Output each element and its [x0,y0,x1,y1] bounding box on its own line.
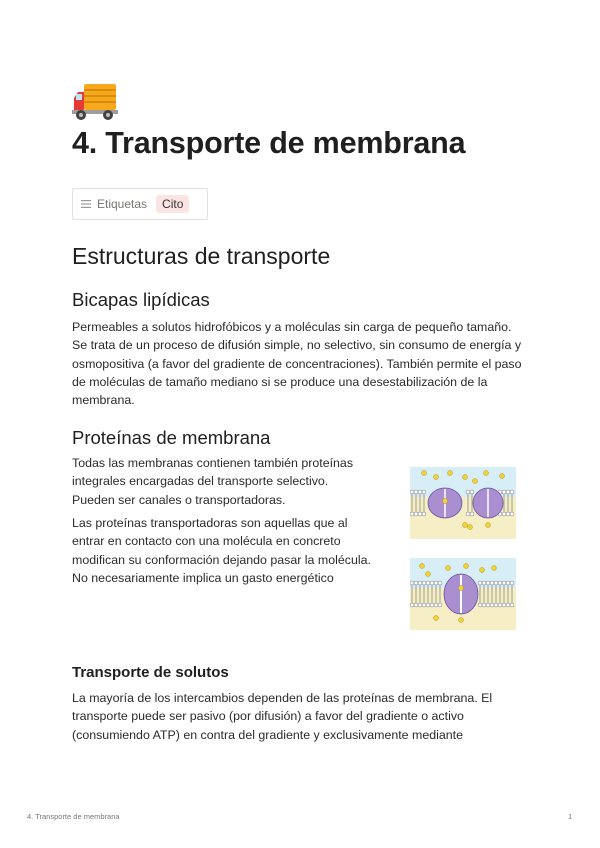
heading-bicapas: Bicapas lipídicas [72,289,210,310]
channel-protein-figure [410,558,516,630]
carrier-protein-figure [410,467,516,539]
paragraph-bicapas: Permeables a solutos hidrofóbicos y a moléculas sin carga de pequeño tamaño. Se trata de un proceso de difusión simple, no selectivo, sin consumo de energía y osmopositiva (a favor del gradiente de concentraciones). También permite el paso de moléculas de tamaño mediano si se produce una desestabilización de la membrana. [72,320,522,408]
heading-solutos: Transporte de solutos [72,664,229,681]
heading-estructuras: Estructuras de transporte [72,243,331,269]
truck-icon [72,82,118,122]
property-label-text: Etiquetas [97,197,148,211]
paragraph-solutos: La mayoría de los intercambios dependen de las proteínas de membrana. El transporte puede ser pasivo (por difusión) a favor del gradiente o activo (consumiendo ATP) en contra del gradiente y exclusivamente mediante [72,691,493,742]
footer-title: 4. Transporte de membrana [27,812,120,821]
tag-badge[interactable]: Cito [156,195,189,213]
list-icon [81,200,91,208]
paragraph-proteinas-2: Las proteínas transportadoras son aquellas que al entrar en contacto con una molécula en concreto modifican su conformación dejando pasar la molécula. No necesariamente implica un gasto energético [72,516,371,585]
heading-proteinas: Proteínas de membrana [72,427,271,448]
footer-page-number: 1 [568,812,573,821]
property-label[interactable] [81,197,147,211]
paragraph-proteinas-1: Todas las membranas contienen también proteínas integrales encargadas del transporte selectivo. Pueden ser canales o transportadoras. [72,456,354,507]
page-title: 4. Transporte de membrana [72,126,466,160]
properties-box [72,188,208,220]
